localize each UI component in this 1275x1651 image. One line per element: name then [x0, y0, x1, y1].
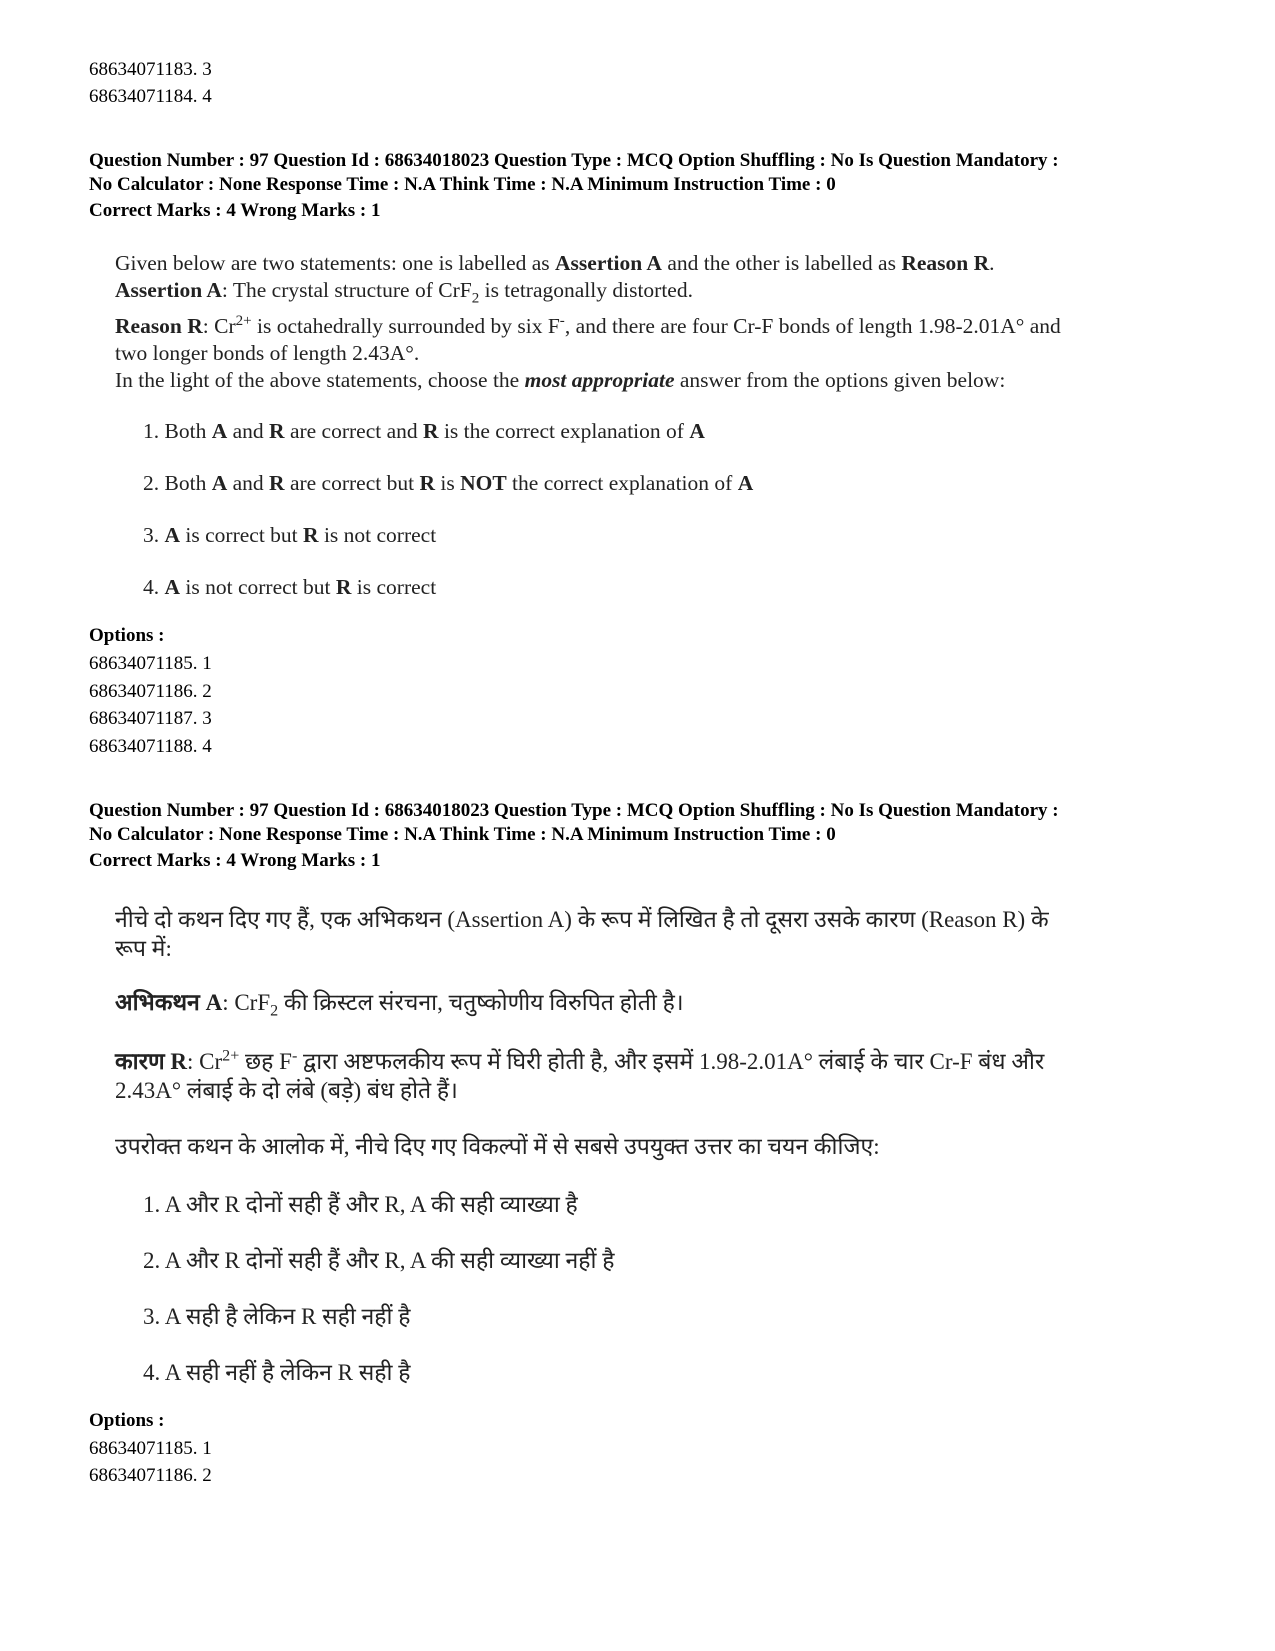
assertion-statement-hindi: अभिकथन A: CrF$_2$ की क्रिस्टल संरचना, चतुष्कोणीय विरुपित होती है। — [115, 990, 684, 1020]
question-meta — [89, 149, 1209, 196]
option-id-2-hindi: 68634071186. 2 — [89, 1465, 212, 1486]
option-id-4: 68634071188. 4 — [89, 736, 212, 757]
choice-4: 4. A is not correct but R is correct — [143, 575, 437, 599]
assertion-statement: Assertion A: The crystal structure of CrF$_2$ is tetragonally distorted. — [115, 278, 693, 307]
reason-label: Reason R — [115, 314, 203, 338]
reason-term: Reason R — [901, 251, 990, 275]
question-meta-line1: Question Number : 97 Question Id : 68634018023 Question Type : MCQ Option Shuffling : No Is Question Mandatory : — [89, 150, 1059, 171]
choice-2: 2. Both A and R are correct but R is NOT the correct explanation of A — [143, 471, 754, 495]
marks-line-hindi: Correct Marks : 4 Wrong Marks : 1 — [89, 850, 381, 871]
choice-2-hindi: 2. A और R दोनों सही हैं और R, A की सही व्याख्या नहीं है — [143, 1248, 615, 1273]
question-meta-line2: No Calculator : None Response Time : N.A Think Time : N.A Minimum Instruction Time : 0 — [89, 823, 836, 845]
instruction-line-hindi: उपरोक्त कथन के आलोक में, नीचे दिए गए विकल्पों में से सबसे उपयुक्त उत्तर का चयन कीजिए: — [115, 1134, 880, 1159]
instruction-line: In the light of the above statements, choose the most appropriate answer from the options given below: — [115, 368, 1006, 392]
reason-statement-hindi: कारण R: $Cr^{2+}$ छह F- द्वारा अष्टफलकीय रूप में घिरी होती है, और इसमें 1.98-2.01A° लंबाई के चार Cr-F बंध और 2.43A° लंबाई के दो लंबे (बड़े) बंध होते हैं। — [115, 1047, 1045, 1103]
options-heading: Options : — [89, 625, 165, 646]
assertion-label-hindi: अभिकथन A — [115, 990, 223, 1015]
reason-statement: Reason R: $Cr^{2+}$ is octahedrally surrounded by six F-, and there are four Cr-F bonds of length 1.98-2.01A° and two longer bonds of length 2.43A°. — [115, 312, 1061, 365]
prev-option-4: 68634071184. 4 — [89, 86, 212, 107]
option-id-1: 68634071185. 1 — [89, 653, 212, 674]
question-meta-line1: Question Number : 97 Question Id : 68634018023 Question Type : MCQ Option Shuffling : No Is Question Mandatory : — [89, 800, 1059, 821]
emphasis-text: most appropriate — [524, 368, 675, 392]
question-meta-line2: No Calculator : None Response Time : N.A Think Time : N.A Minimum Instruction Time : 0 — [89, 173, 836, 195]
prev-option-3: 68634071183. 3 — [89, 59, 212, 80]
reason-label-hindi: कारण R — [115, 1049, 188, 1074]
question-intro-hindi: नीचे दो कथन दिए गए हैं, एक अभिकथन (Assertion A) के रूप में लिखित है तो दूसरा उसके कारण (Reason R) के रूप में: — [115, 907, 1049, 961]
question-intro: Given below are two statements: one is labelled as Assertion A and the other is labelled as Reason R. — [115, 251, 995, 275]
option-id-2: 68634071186. 2 — [89, 681, 212, 702]
assertion-term: Assertion A — [555, 251, 662, 275]
choice-3-hindi: 3. A सही है लेकिन R सही नहीं है — [143, 1304, 411, 1329]
marks-line: Correct Marks : 4 Wrong Marks : 1 — [89, 200, 381, 221]
choice-1: 1. Both A and R are correct and R is the correct explanation of A — [143, 419, 705, 443]
option-id-3: 68634071187. 3 — [89, 708, 212, 729]
assertion-label: Assertion A — [115, 278, 222, 302]
choice-3: 3. A is correct but R is not correct — [143, 523, 437, 547]
choice-4-hindi: 4. A सही नहीं है लेकिन R सही है — [143, 1360, 411, 1385]
question-meta-hindi — [89, 799, 1209, 846]
choice-1-hindi: 1. A और R दोनों सही हैं और R, A की सही व्याख्या है — [143, 1192, 578, 1217]
options-heading-hindi: Options : — [89, 1410, 165, 1431]
option-id-1-hindi: 68634071185. 1 — [89, 1438, 212, 1459]
